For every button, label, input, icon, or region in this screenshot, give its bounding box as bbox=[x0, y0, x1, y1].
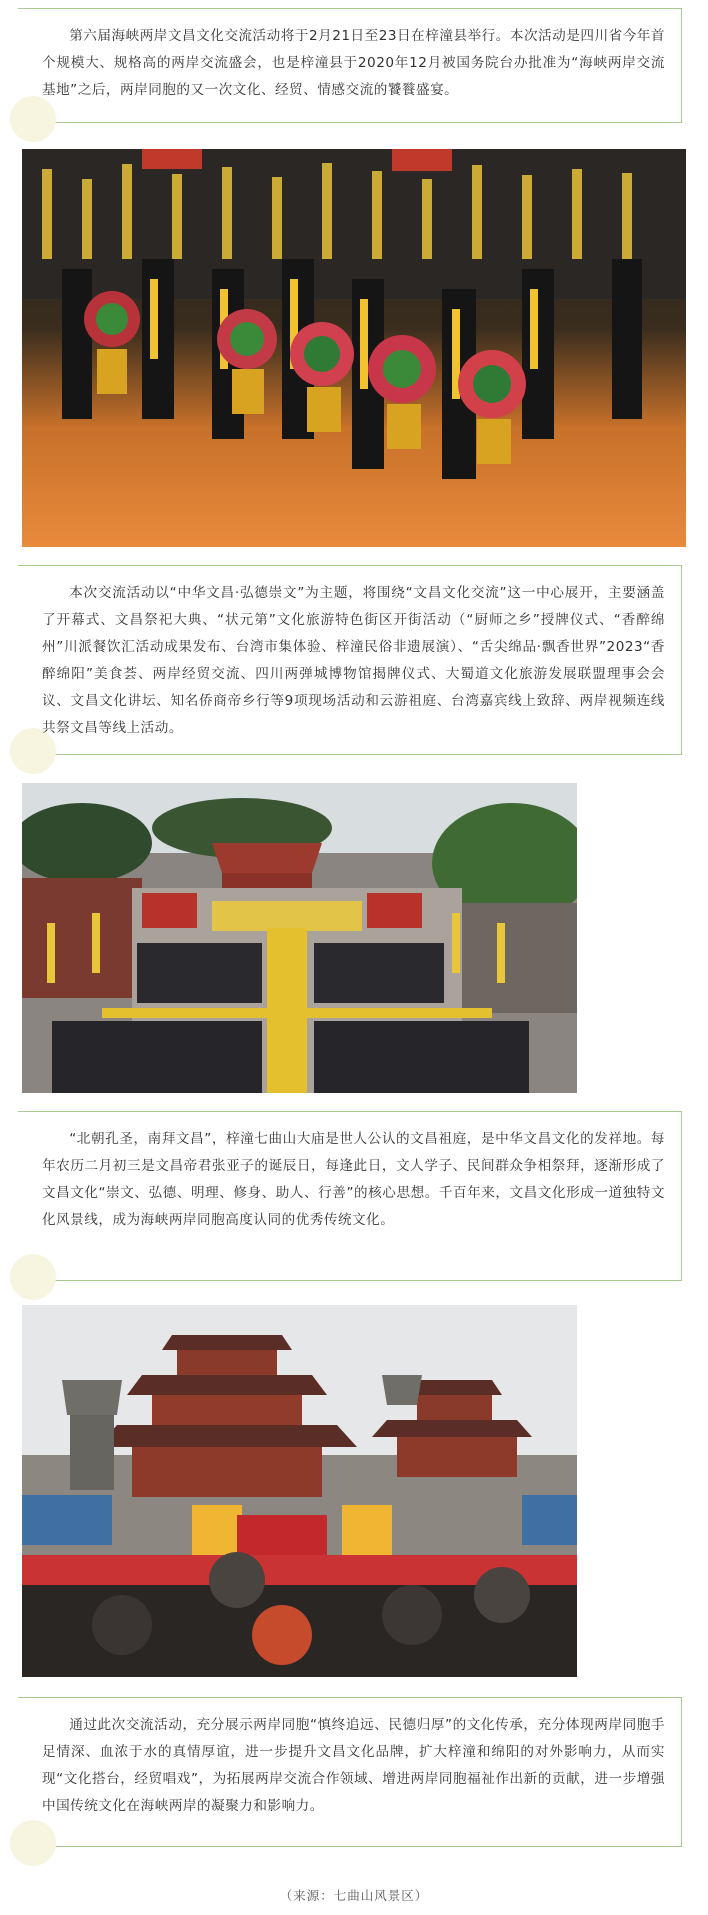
paragraph-text-2: 本次交流活动以“中华文昌·弘德崇文”为主题，将围绕“文昌文化交流”这一中心展开，主要涵盖了开幕式、文昌祭祀大典、“状元第”文化旅游特色街区开街活动（“厨师之乡”授牌仪式、“香醉绵州”川派餐饮汇活动成果发布、台湾市集体验、梓潼民俗非遗展演）、“舌尖绵品·飘香世界”2023“香醉绵阳”美食荟、两岸经贸交流、四川两弹城博物馆揭牌仪式、大蜀道文化旅游发展联盟理事会会议、文昌文化讲坛、知名侨商帝乡行等9项现场活动和云游祖庭、台湾嘉宾线上致辞、两岸视频连线共祭文昌等线上活动。 bbox=[42, 585, 665, 736]
paragraph-box-3 bbox=[18, 1111, 682, 1281]
source-credit: （来源：七曲山风景区） bbox=[279, 1888, 429, 1903]
paragraph-box-2 bbox=[18, 565, 682, 755]
paragraph-text-1: 第六届海峡两岸文昌文化交流活动将于2月21日至23日在梓潼县举行。本次活动是四川省今年首个规模大、规格高的两岸交流盛会，也是梓潼县于2020年12月被国务院台办批准为“海峡两岸交流基地”之后，两岸同胞的又一次文化、经贸、情感交流的饕餮盛宴。 bbox=[42, 28, 665, 98]
photo-temple-ceremony bbox=[22, 1305, 577, 1677]
paragraph-box-4 bbox=[18, 1697, 682, 1847]
paragraph-text-3: “北朝孔圣，南拜文昌”，梓潼七曲山大庙是世人公认的文昌祖庭，是中华文昌文化的发祥地。每年农历二月初三是文昌帝君张亚子的诞辰日，每逢此日，文人学子、民间群众争相祭拜，逐渐形成了文昌文化“崇文、弘德、明理、修身、助人、行善”的核心思想。千百年来，文昌文化形成一道独特文化风景线，成为海峡两岸同胞高度认同的优秀传统文化。 bbox=[42, 1131, 665, 1228]
decorative-dot bbox=[10, 1820, 56, 1866]
paragraph-box-1 bbox=[18, 8, 682, 123]
photo-procession bbox=[22, 149, 686, 547]
decorative-dot bbox=[10, 1254, 56, 1300]
paragraph-text-4: 通过此次交流活动，充分展示两岸同胞“慎终追远、民德归厚”的文化传承，充分体现两岸同胞手足情深、血浓于水的真情厚谊，进一步提升文昌文化品牌，扩大梓潼和绵阳的对外影响力，从而实现“文化搭台，经贸唱戏”，为拓展两岸交流合作领域、增进两岸同胞福祉作出新的贡献，进一步增强中国传统文化在海峡两岸的凝聚力和影响力。 bbox=[42, 1717, 665, 1814]
photo-temple-square bbox=[22, 783, 577, 1093]
